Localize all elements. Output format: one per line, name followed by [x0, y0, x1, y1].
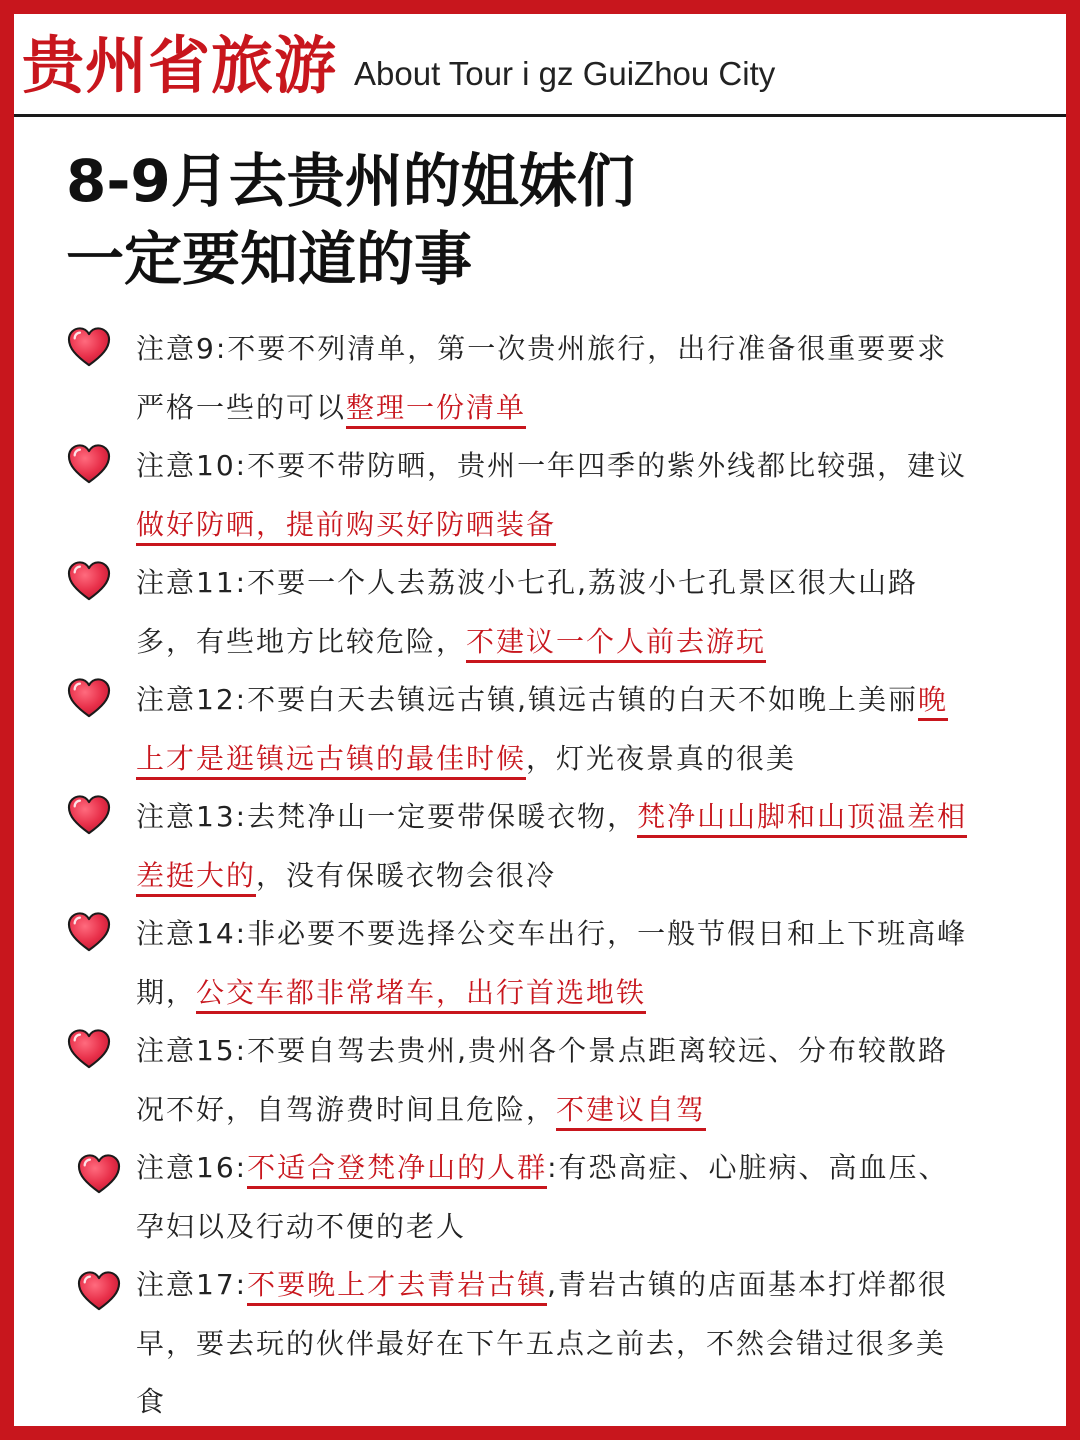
tip-item — [14, 788, 1066, 905]
page-title — [66, 142, 635, 298]
tip-text-after: :有恐高症、心脏病、高血压、孕妇以及行动不便的老人 — [136, 1151, 949, 1243]
tip-text: 注意12:不要白天去镇远古镇,镇远古镇的白天不如晚上美丽 — [136, 683, 918, 716]
tip-text: 注意9:不要不列清单，第一次贵州旅行，出行准备很重要要求严格一些的可以 — [136, 332, 948, 424]
tip-item — [14, 437, 1066, 554]
tip-item — [14, 671, 1066, 788]
heart-icon — [66, 911, 112, 953]
heart-icon — [66, 677, 112, 719]
heart-icon — [66, 794, 112, 836]
brand-subtitle: About Tour i gz GuiZhou City — [354, 55, 776, 92]
tip-text-after: ，灯光夜景真的很美 — [526, 741, 797, 775]
tip-item — [14, 1256, 1066, 1432]
tip-highlight: 梵净山山脚和山顶温差相差挺大的 — [136, 800, 967, 897]
heart-icon — [76, 1153, 122, 1195]
tip-text: 注意16: — [136, 1151, 248, 1184]
tip-highlight: 不要晚上才去青岩古镇 — [247, 1268, 547, 1306]
tip-highlight: 做好防晒，提前购买好防晒装备 — [136, 508, 556, 546]
page-title-line-1: 8-9月去贵州的姐妹们 — [66, 147, 635, 215]
tip-item — [14, 905, 1066, 1022]
tip-text: 注意13:去梵净山一定要带保暖衣物， — [136, 800, 638, 833]
tip-text: 注意14:非必要不要选择公交车出行，一般节假日和上下班高峰期， — [136, 917, 968, 1009]
tip-highlight: 不建议一个人前去游玩 — [466, 625, 766, 663]
tip-text: 注意17: — [136, 1268, 248, 1301]
tip-text-after: ,青岩古镇的店面基本打烊都很早，要去玩的伙伴最好在下午五点之前去，不然会错过很多美食 — [136, 1268, 948, 1418]
tip-text: 注意10:不要不带防晒，贵州一年四季的紫外线都比较强，建议 — [136, 449, 968, 482]
heart-icon — [66, 443, 112, 485]
heart-icon — [66, 1028, 112, 1070]
tip-text-after: ，没有保暖衣物会很冷 — [256, 858, 557, 892]
tip-highlight: 晚上才是逛镇远古镇的最佳时候 — [136, 683, 948, 780]
tip-highlight: 整理一份清单 — [346, 391, 526, 429]
tip-text: 注意11:不要一个人去荔波小七孔,荔波小七孔景区很大山路多，有些地方比较危险， — [136, 566, 918, 658]
tip-highlight: 公交车都非常堵车，出行首选地铁 — [196, 976, 646, 1014]
tip-item — [14, 320, 1066, 437]
tip-item — [14, 1022, 1066, 1139]
heart-icon — [66, 560, 112, 602]
page-title-line-2: 一定要知道的事 — [66, 225, 473, 293]
tip-highlight: 不适合登梵净山的人群 — [247, 1151, 547, 1189]
tip-item — [14, 1139, 1066, 1256]
tip-text: 注意15:不要自驾去贵州,贵州各个景点距离较远、分布较散路况不好，自驾游费时间且危险， — [136, 1034, 948, 1126]
tip-item — [14, 554, 1066, 671]
brand-title: 贵州省旅游 — [22, 29, 338, 102]
header — [14, 14, 1066, 117]
tips-list — [14, 320, 1066, 1432]
heart-icon — [66, 326, 112, 368]
heart-icon — [76, 1270, 122, 1312]
tip-highlight: 不建议自驾 — [556, 1093, 706, 1131]
